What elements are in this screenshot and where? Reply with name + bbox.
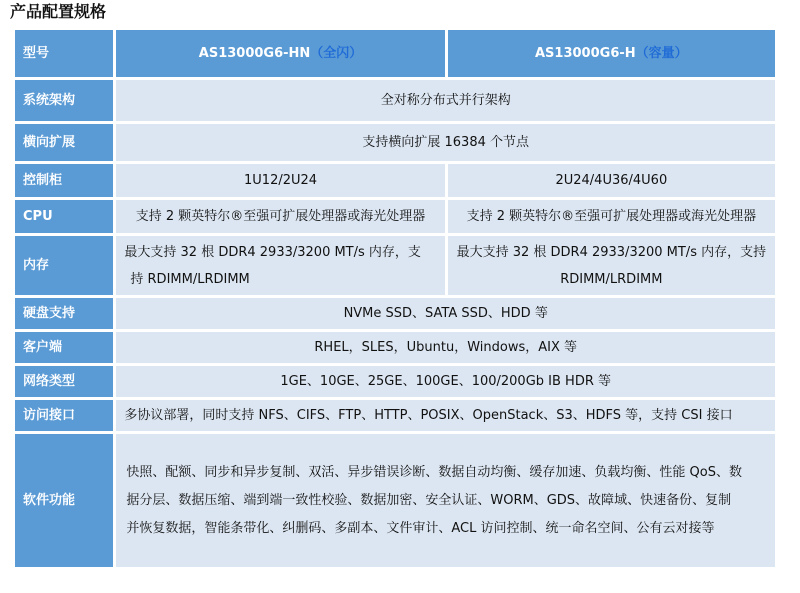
row-label: 网络类型 — [15, 366, 113, 397]
memory-hn-line-2: 持 RDIMM/LRDIMM — [130, 271, 250, 287]
model-h-header — [448, 30, 775, 77]
spec-table — [12, 27, 778, 570]
memory-h-line-1: 最大支持 32 根 DDR4 2933/3200 MT/s 内存，支持 — [456, 244, 767, 260]
software-line-2: 据分层、数据压缩、端到端一致性校验、数据加密、安全认证、WORM、GDS、故障域、快速备份、复制 — [126, 492, 732, 508]
row-scale-out — [15, 124, 775, 161]
row-label: 软件功能 — [15, 434, 113, 567]
header-label: 型号 — [15, 30, 113, 77]
row-label: 内存 — [15, 236, 113, 295]
row-software — [15, 434, 775, 567]
row-network — [15, 366, 775, 397]
row-interface — [15, 400, 775, 431]
disk-value: NVMe SSD、SATA SSD、HDD 等 — [116, 298, 775, 329]
memory-h-value — [448, 236, 775, 295]
row-label: CPU — [15, 200, 113, 233]
model-hn-suffix: （全闪） — [310, 45, 363, 61]
cpu-h-value: 支持 2 颗英特尔®至强可扩展处理器或海光处理器 — [448, 200, 775, 233]
architecture-value: 全对称分布式并行架构 — [116, 80, 775, 121]
row-label: 控制柜 — [15, 164, 113, 197]
software-line-1: 快照、配额、同步和异步复制、双活、异步错误诊断、数据自动均衡、缓存加速、负载均衡、性能 QoS、数 — [126, 464, 742, 480]
network-value: 1GE、10GE、25GE、100GE、100/200Gb IB HDR 等 — [116, 366, 775, 397]
controller-hn-value: 1U12/2U24 — [116, 164, 444, 197]
software-value — [116, 434, 775, 567]
row-cpu — [15, 200, 775, 233]
row-label: 系统架构 — [15, 80, 113, 121]
row-disk — [15, 298, 775, 329]
page-title: 产品配置规格 — [10, 2, 107, 21]
controller-h-value: 2U24/4U36/4U60 — [448, 164, 775, 197]
row-label: 访问接口 — [15, 400, 113, 431]
interface-value: 多协议部署，同时支持 NFS、CIFS、FTP、HTTP、POSIX、OpenStack、S3、HDFS 等，支持 CSI 接口 — [116, 400, 775, 431]
model-hn-name: AS13000G6-HN — [198, 45, 311, 61]
row-label: 横向扩展 — [15, 124, 113, 161]
row-memory — [15, 236, 775, 295]
memory-hn-line-1: 最大支持 32 根 DDR4 2933/3200 MT/s 内存，支 — [124, 244, 421, 260]
row-label: 客户端 — [15, 332, 113, 363]
client-value: RHEL，SLES，Ubuntu，Windows，AIX 等 — [116, 332, 775, 363]
model-h-suffix: （容量） — [635, 45, 688, 61]
model-hn-header — [116, 30, 444, 77]
cpu-hn-value: 支持 2 颗英特尔®至强可扩展处理器或海光处理器 — [116, 200, 444, 233]
model-h-name: AS13000G6-H — [535, 45, 636, 61]
software-line-3: 并恢复数据，智能条带化、纠删码、多副本、文件审计、ACL 访问控制、统一命名空间、公有云对接等 — [126, 520, 715, 536]
row-architecture — [15, 80, 775, 121]
scale-out-value: 支持横向扩展 16384 个节点 — [116, 124, 775, 161]
header-row — [15, 30, 775, 77]
row-controller — [15, 164, 775, 197]
memory-h-line-2: RDIMM/LRDIMM — [560, 271, 663, 287]
row-label: 硬盘支持 — [15, 298, 113, 329]
memory-hn-value — [116, 236, 444, 295]
row-client — [15, 332, 775, 363]
